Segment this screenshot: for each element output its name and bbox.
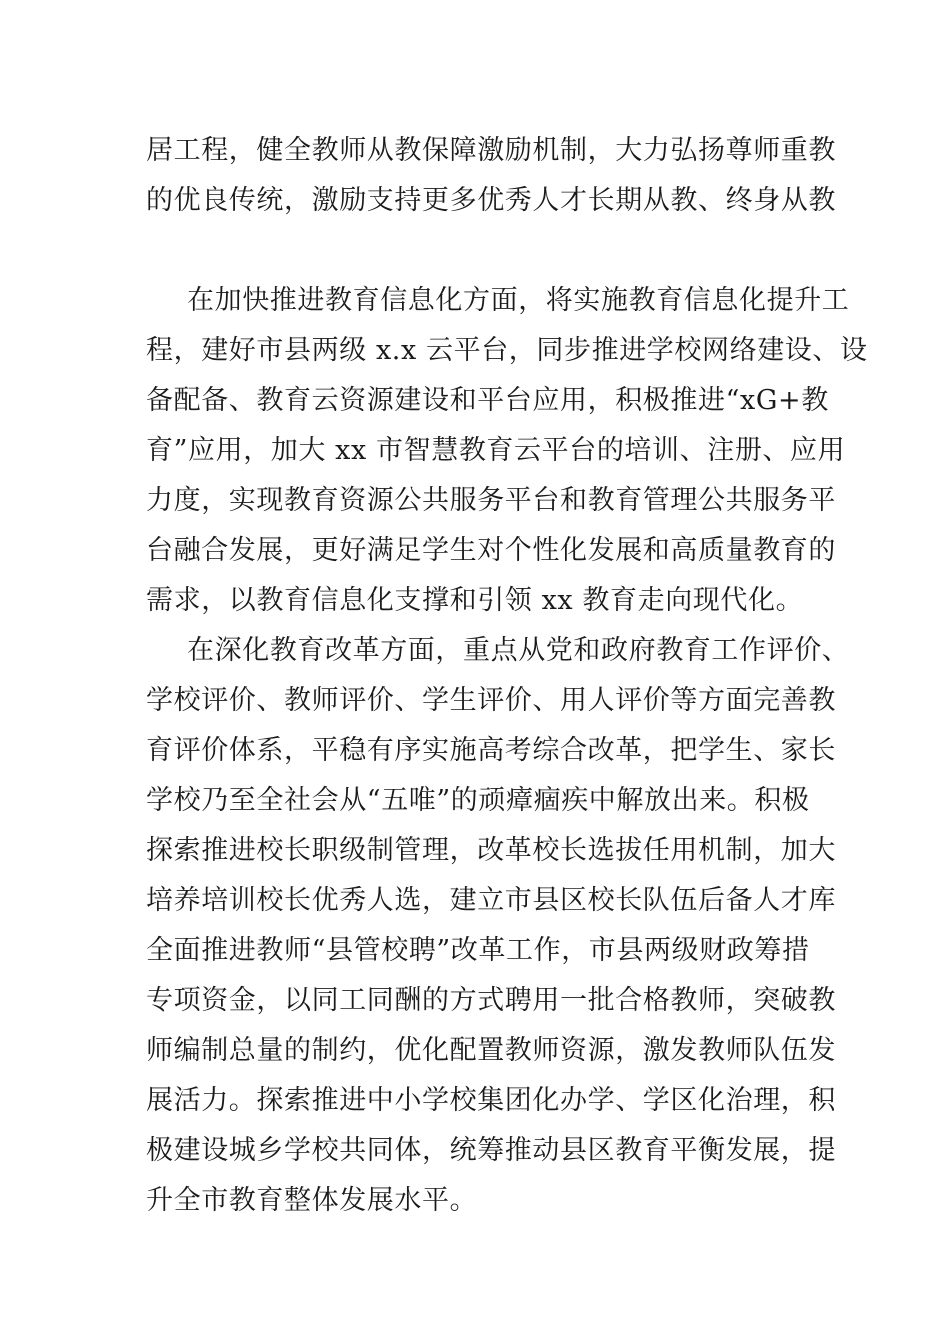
paragraph-start-line: 在深化教育改革方面，重点从党和政府教育工作评价、	[187, 635, 850, 666]
text-line: 力度，实现教育资源公共服务平台和教育管理公共服务平	[146, 485, 836, 516]
text-line: 程，建好市县两级 x.x 云平台，同步推进学校网络建设、设	[146, 335, 868, 366]
text-line: 展活力。探索推进中小学校集团化办学、学区化治理，积	[146, 1085, 836, 1116]
text-line: 育评价体系，平稳有序实施高考综合改革，把学生、家长	[146, 735, 836, 766]
text-line: 的优良传统，激励支持更多优秀人才长期从教、终身从教	[146, 185, 836, 216]
text-line: 学校评价、教师评价、学生评价、用人评价等方面完善教	[146, 685, 836, 716]
text-line: 学校乃至全社会从“五唯”的顽瘴痼疾中解放出来。积极	[146, 785, 810, 816]
text-line: 培养培训校长优秀人选，建立市县区校长队伍后备人才库	[146, 885, 836, 916]
text-line: 升全市教育整体发展水平。	[146, 1185, 478, 1216]
text-line: 育”应用，加大 xx 市智慧教育云平台的培训、注册、应用	[146, 435, 846, 466]
text-line: 极建设城乡学校共同体，统筹推动县区教育平衡发展，提	[146, 1135, 836, 1166]
text-line: 师编制总量的制约，优化配置教师资源，激发教师队伍发	[146, 1035, 836, 1066]
text-line: 居工程，健全教师从教保障激励机制，大力弘扬尊师重教	[146, 135, 836, 166]
text-line: 需求，以教育信息化支撑和引领 xx 教育走向现代化。	[146, 585, 804, 616]
text-line: 备配备、教育云资源建设和平台应用，积极推进“xG+教	[146, 385, 829, 416]
text-line: 探索推进校长职级制管理，改革校长选拔任用机制，加大	[146, 835, 836, 866]
text-line: 全面推进教师“县管校聘”改革工作，市县两级财政筹措	[146, 935, 810, 966]
paragraph-start-line: 在加快推进教育信息化方面，将实施教育信息化提升工	[187, 285, 850, 316]
text-line: 专项资金，以同工同酬的方式聘用一批合格教师，突破教	[146, 985, 836, 1016]
text-line: 台融合发展，更好满足学生对个性化发展和高质量教育的	[146, 535, 836, 566]
